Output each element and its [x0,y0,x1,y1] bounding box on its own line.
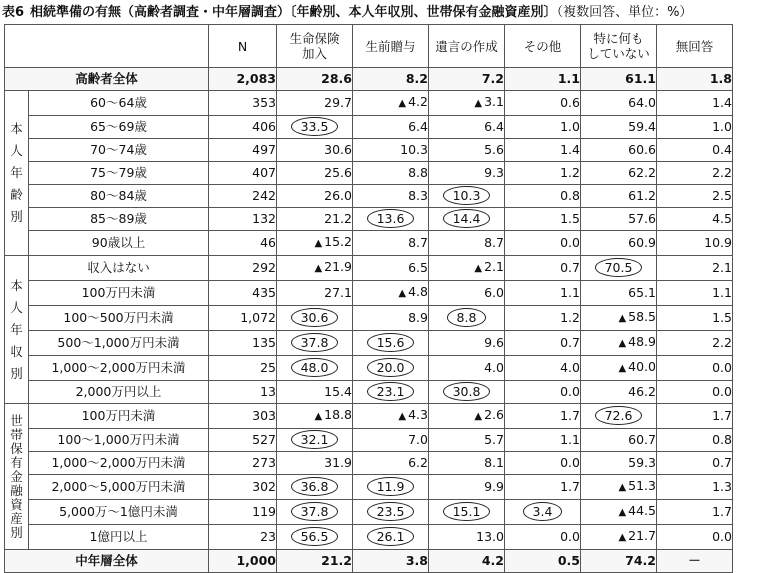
table-cell [429,91,505,116]
total-row [5,68,733,91]
table-cell: 1.1 [505,429,581,452]
table-cell: 65.1 [581,281,657,306]
marked-value: 44.5 [628,503,656,518]
table-cell [353,500,429,525]
table-cell: 60.6 [581,139,657,162]
row-label: 2,000～5,000万円未満 [29,475,209,500]
table-cell: 497 [209,139,277,162]
table-cell [581,331,657,356]
table-title: 相続準備の有無（高齢者調査・中年層調査）〔年齢別、本人年収別、世帯保有金融資産別〕 [30,5,557,20]
total-row-label: 高齢者全体 [5,68,209,91]
table-row [5,525,733,550]
table-cell: 353 [209,91,277,116]
table-cell: 5.7 [429,429,505,452]
table-cell: 2,083 [209,68,277,91]
column-header-line: N [237,38,248,54]
column-header [505,25,581,68]
table-cell [581,500,657,525]
table-cell: 23 [209,525,277,550]
table-cell [581,404,657,429]
table-row [5,281,733,306]
table-cell: 1,000 [209,550,277,573]
table-cell [581,475,657,500]
row-label: 1億円以上 [29,525,209,550]
circled-value: 23.1 [367,382,415,401]
table-cell: 303 [209,404,277,429]
table-row [5,208,733,231]
table-cell [277,404,353,429]
triangle-marker: ▲ [618,313,627,324]
table-cell [429,185,505,208]
triangle-marker: ▲ [314,263,323,274]
table-row [5,404,733,429]
table-cell: 1.7 [505,475,581,500]
table-cell: 9.3 [429,162,505,185]
group-label-char: 人 [10,143,23,158]
marked-value: 21.9 [324,259,352,274]
column-header [209,25,277,68]
table-cell: 6.2 [353,452,429,475]
table-cell [277,331,353,356]
table-row [5,256,733,281]
table-cell [353,381,429,404]
group-label-char: 産 [10,510,23,526]
table-row [5,356,733,381]
row-label: 500～1,000万円未満 [29,331,209,356]
triangle-marker: ▲ [474,98,483,109]
table-cell: 5.6 [429,139,505,162]
table-cell: 0.0 [657,356,733,381]
table-cell: 0.0 [657,525,733,550]
marked-value: 51.3 [628,478,656,493]
table-row [5,475,733,500]
group-label-char: 年 [10,165,23,180]
triangle-marker: ▲ [474,263,483,274]
table-cell: 2.1 [657,256,733,281]
table-cell: 1.1 [657,281,733,306]
circled-value: 36.8 [291,477,339,496]
table-cell: 0.6 [505,91,581,116]
table-cell [429,256,505,281]
group-label-char: 別 [10,365,23,381]
table-cell: 59.3 [581,452,657,475]
column-header-line: その他 [523,38,562,54]
group-label-char: 融 [10,482,23,498]
table-cell: 2.2 [657,162,733,185]
marked-value: 2.6 [484,407,504,422]
table-cell: 1.4 [657,91,733,116]
table-cell [581,356,657,381]
table-cell: 6.0 [429,281,505,306]
circled-value: 37.8 [291,333,339,352]
column-header-line: 生命保険 [289,31,340,46]
group-label-char: 資 [10,496,23,512]
table-cell: 7.0 [353,429,429,452]
table-cell: 27.1 [277,281,353,306]
table-cell [277,116,353,139]
table-cell: 4.5 [657,208,733,231]
table-row [5,452,733,475]
column-header-line: 生前贈与 [365,38,416,54]
marked-value: 4.2 [408,94,428,109]
table-row [5,500,733,525]
table-cell: 302 [209,475,277,500]
table-cell: 1.4 [505,139,581,162]
group-label-char: 金 [10,468,23,484]
column-header [353,25,429,68]
triangle-marker: ▲ [618,507,627,518]
row-label: 収入はない [29,256,209,281]
table-cell: 21.2 [277,208,353,231]
table-cell: 242 [209,185,277,208]
table-cell: 29.7 [277,91,353,116]
group-label-char: 別 [10,524,23,540]
column-header-line: 無回答 [675,38,714,54]
table-cell: 8.1 [429,452,505,475]
table-cell: 31.9 [277,452,353,475]
table-cell: 30.6 [277,139,353,162]
circled-value: 13.6 [367,209,415,228]
table-cell [581,525,657,550]
table-cell: 9.6 [429,331,505,356]
table-cell: 60.7 [581,429,657,452]
table-cell [277,475,353,500]
table-cell: 60.9 [581,231,657,256]
group-label-char: 収 [10,343,23,359]
circled-value: 23.5 [367,502,415,521]
group-label [5,91,29,256]
table-cell [353,331,429,356]
table-cell: 10.9 [657,231,733,256]
circled-value: 30.8 [443,382,491,401]
table-cell [277,500,353,525]
table-row [5,139,733,162]
marked-value: 2.1 [484,259,504,274]
table-cell: 1.2 [505,162,581,185]
row-label: 100～500万円未満 [29,306,209,331]
table-cell: 0.7 [505,331,581,356]
table-cell: 273 [209,452,277,475]
table-cell: 59.4 [581,116,657,139]
table-cell [277,356,353,381]
total-row-label: 中年層全体 [5,550,209,573]
marked-value: 40.0 [628,359,656,374]
table-cell: 1.3 [657,475,733,500]
table-cell: 0.0 [657,381,733,404]
row-label: 65～69歳 [29,116,209,139]
group-label-char: 人 [10,299,23,315]
table-cell: 1.1 [505,281,581,306]
row-label: 1,000～2,000万円未満 [29,356,209,381]
table-cell: 8.2 [353,68,429,91]
circled-value: 8.8 [447,308,487,327]
table-cell [353,475,429,500]
group-label-char: 有 [10,454,23,470]
table-cell: 74.2 [581,550,657,573]
table-row [5,381,733,404]
row-label: 1,000～2,000万円未満 [29,452,209,475]
table-cell: 61.1 [581,68,657,91]
table-cell: 1.7 [657,500,733,525]
row-label: 75～79歳 [29,162,209,185]
table-body [5,68,733,573]
table-cell: 1.5 [505,208,581,231]
table-cell: － [657,550,733,573]
row-label: 2,000万円以上 [29,381,209,404]
column-header [657,25,733,68]
group-label [5,256,29,404]
marked-value: 3.1 [484,94,504,109]
table-cell: 2.2 [657,331,733,356]
table-caption [2,3,778,23]
circled-value: 10.3 [443,186,491,205]
table-cell: 13 [209,381,277,404]
row-label: 60～64歳 [29,91,209,116]
table-row [5,116,733,139]
table-cell: 435 [209,281,277,306]
circled-value: 15.1 [443,502,491,521]
table-cell [429,208,505,231]
table-row [5,306,733,331]
circled-value: 33.5 [291,117,339,136]
table-cell: 46.2 [581,381,657,404]
group-label-char: 世 [10,412,23,428]
table-cell: 0.5 [505,550,581,573]
table-cell: 8.3 [353,185,429,208]
row-label: 80～84歳 [29,185,209,208]
marked-value: 4.3 [408,407,428,422]
group-label-char: 本 [10,277,23,293]
marked-value: 21.7 [628,528,656,543]
table-cell: 0.4 [657,139,733,162]
row-label: 85～89歳 [29,208,209,231]
header-row [5,25,733,68]
table-cell [277,429,353,452]
row-label: 100～1,000万円未満 [29,429,209,452]
triangle-marker: ▲ [474,411,483,422]
table-cell: 8.7 [353,231,429,256]
table-cell: 6.4 [429,116,505,139]
table-cell: 0.8 [505,185,581,208]
table-cell: 135 [209,331,277,356]
column-header-line: 特に何も [593,31,644,46]
table-cell: 10.3 [353,139,429,162]
circled-value: 14.4 [443,209,491,228]
group-label [5,404,29,550]
table-cell [353,208,429,231]
circled-value: 56.5 [291,527,339,546]
column-header [581,25,657,68]
table-cell: 6.4 [353,116,429,139]
circled-value: 15.6 [367,333,415,352]
marked-value: 15.2 [324,234,352,249]
marked-value: 58.5 [628,309,656,324]
table-cell [277,525,353,550]
row-label: 100万円未満 [29,404,209,429]
table-row [5,91,733,116]
table-cell: 8.9 [353,306,429,331]
circled-value: 48.0 [291,358,339,377]
table-cell: 0.7 [505,256,581,281]
table-cell [353,525,429,550]
table-cell: 407 [209,162,277,185]
table-cell: 0.0 [505,452,581,475]
circled-value: 11.9 [367,477,415,496]
table-cell: 527 [209,429,277,452]
table-cell [353,91,429,116]
table-cell: 8.8 [353,162,429,185]
triangle-marker: ▲ [618,338,627,349]
table-cell: 9.9 [429,475,505,500]
triangle-marker: ▲ [618,532,627,543]
table-cell [353,356,429,381]
circled-value: 20.0 [367,358,415,377]
group-label-char: 本 [10,121,23,136]
table-cell: 1.0 [657,116,733,139]
table-cell: 0.8 [657,429,733,452]
table-cell: 61.2 [581,185,657,208]
table-cell: 292 [209,256,277,281]
table-cell: 6.5 [353,256,429,281]
table-cell: 0.0 [505,381,581,404]
header-corner [5,25,209,68]
triangle-marker: ▲ [618,482,627,493]
table-cell [277,256,353,281]
table-cell: 46 [209,231,277,256]
column-header [429,25,505,68]
row-label: 90歳以上 [29,231,209,256]
table-cell: 13.0 [429,525,505,550]
table-cell: 3.8 [353,550,429,573]
row-label: 100万円未満 [29,281,209,306]
table-cell: 1.7 [657,404,733,429]
table-row [5,162,733,185]
triangle-marker: ▲ [314,411,323,422]
table-cell: 1.0 [505,116,581,139]
column-header [277,25,353,68]
table-row [5,185,733,208]
table-cell: 406 [209,116,277,139]
marked-value: 48.9 [628,334,656,349]
row-label: 70～74歳 [29,139,209,162]
table-cell: 2.5 [657,185,733,208]
table-cell: 1.5 [657,306,733,331]
table-cell: 8.7 [429,231,505,256]
triangle-marker: ▲ [398,411,407,422]
table-unit-note: （複数回答、単位：%） [556,5,693,20]
table-cell: 0.0 [505,231,581,256]
circled-value: 26.1 [367,527,415,546]
circled-value: 30.6 [291,308,339,327]
table-row [5,331,733,356]
table-cell: 4.2 [429,550,505,573]
circled-value: 37.8 [291,502,339,521]
table-cell: 25.6 [277,162,353,185]
table-cell: 132 [209,208,277,231]
table-cell [429,306,505,331]
table-cell: 28.6 [277,68,353,91]
table-cell [277,306,353,331]
table-cell [581,256,657,281]
table-cell: 1.2 [505,306,581,331]
table-cell: 21.2 [277,550,353,573]
table-cell: 1.1 [505,68,581,91]
triangle-marker: ▲ [398,98,407,109]
group-label-char: 別 [10,209,23,224]
inheritance-preparation-table [4,24,733,573]
table-cell: 7.2 [429,68,505,91]
triangle-marker: ▲ [618,363,627,374]
group-label-char: 帯 [10,426,23,442]
table-cell [505,500,581,525]
table-cell: 0.0 [505,525,581,550]
row-label: 5,000万～1億円未満 [29,500,209,525]
circled-value: 3.4 [523,502,563,521]
table-cell [429,381,505,404]
group-label-char: 年 [10,321,23,337]
table-cell: 4.0 [429,356,505,381]
marked-value: 18.8 [324,407,352,422]
table-cell [277,231,353,256]
table-row [5,429,733,452]
circled-value: 70.5 [595,258,643,277]
table-cell [353,404,429,429]
marked-value: 4.8 [408,284,428,299]
table-cell [581,306,657,331]
table-cell: 0.7 [657,452,733,475]
table-cell: 15.4 [277,381,353,404]
table-cell: 119 [209,500,277,525]
table-cell: 26.0 [277,185,353,208]
table-cell: 62.2 [581,162,657,185]
column-header-line: 遺言の作成 [435,38,498,54]
table-number: 表6 [2,5,25,20]
table-cell: 25 [209,356,277,381]
table-row [5,231,733,256]
total-row [5,550,733,573]
group-label-char: 齢 [10,187,23,202]
table-cell: 4.0 [505,356,581,381]
table-cell: 1.7 [505,404,581,429]
table-cell: 1.8 [657,68,733,91]
triangle-marker: ▲ [314,238,323,249]
table-cell [429,404,505,429]
column-header-line: していない [587,46,650,61]
circled-value: 72.6 [595,406,643,425]
circled-value: 32.1 [291,430,339,449]
table-cell [429,500,505,525]
column-header-line: 加入 [301,46,327,61]
table-cell: 57.6 [581,208,657,231]
group-label-char: 保 [10,440,23,456]
table-cell: 64.0 [581,91,657,116]
table-cell: 1,072 [209,306,277,331]
table-cell [353,281,429,306]
triangle-marker: ▲ [398,288,407,299]
